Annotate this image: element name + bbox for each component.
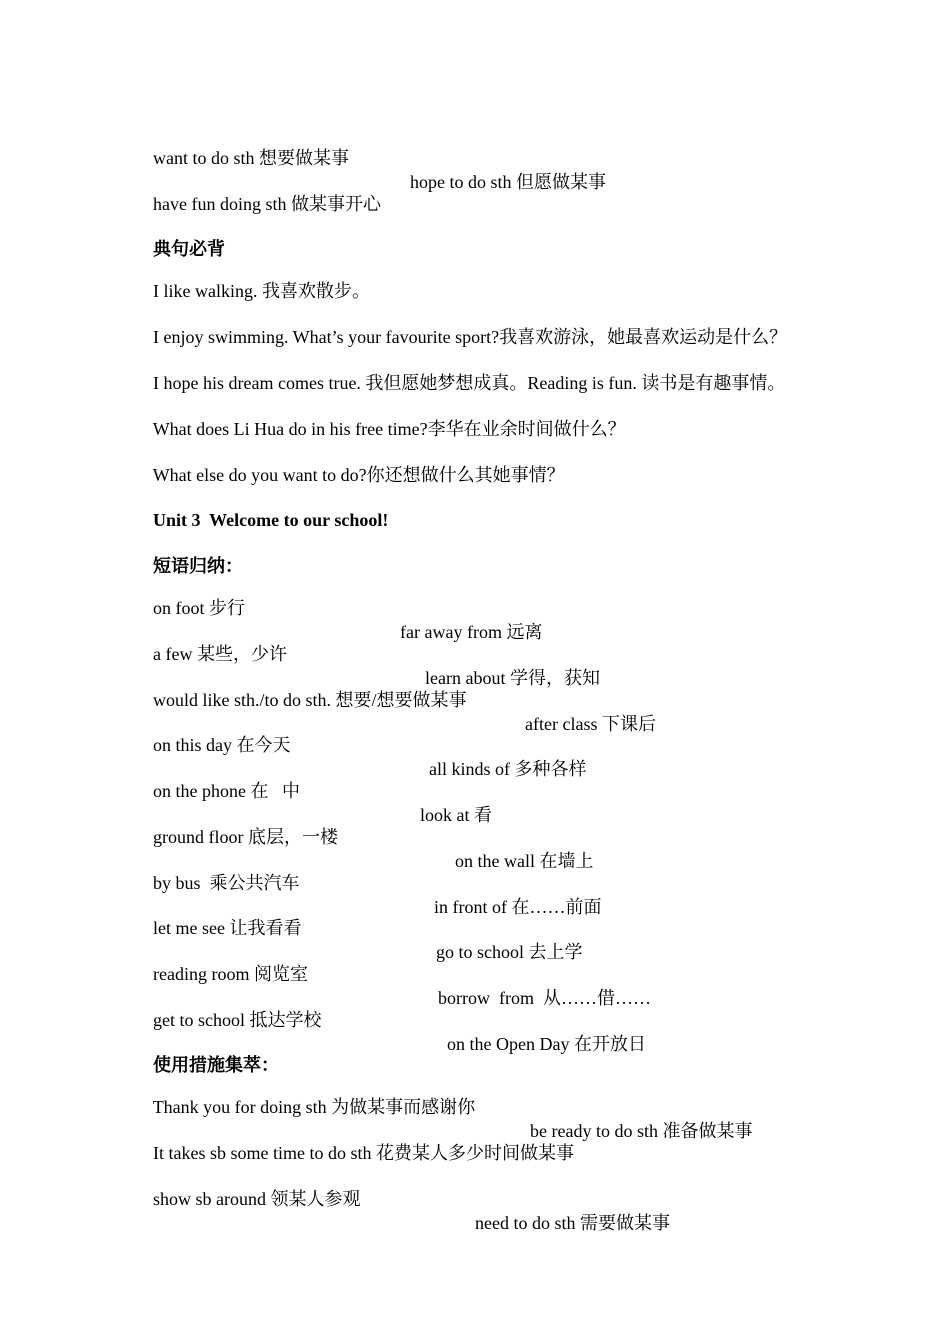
phrase-row: on the phone 在 中 look at 看 [153,781,492,825]
phrase: want to do sth 想要做某事 [153,148,349,168]
sentence-4: What does Li Hua do in his free time?李华在业余时间做什么？ [152,419,626,439]
phrase-row: let me see 让我看看 go to school 去上学 [153,918,583,962]
line-2 [144,168,381,216]
sentence-5: What else do you want to do?你还想做什么其她事情？ [152,465,565,485]
phrase-row: show sb around 领某人参观 need to do sth 需要做某事 [153,1189,670,1233]
phrase-row: would like sth./to do sth. 想要/想要做某事 after class 下课后 [153,690,656,734]
phrase-row: by bus 乘公共汽车 in front of 在……前面 [153,873,602,917]
phrase-row: reading room 阅览室 borrow from 从……借…… [153,964,651,1008]
phrase-row: a few 某些，少许 learn about 学得，获知 [153,644,600,688]
section-heading: 短语归纳： [153,556,243,576]
phrase-row: on foot 步行 far away from 远离 [153,598,543,642]
phrase-row: Thank you for doing sth 为做某事而感谢你 be ready to do sth 准备做某事 [152,1097,753,1141]
sentence-1: I like walking. 我喜欢散步。 [153,281,370,301]
section-heading: 使用措施集萃： [153,1055,279,1075]
phrase-row: on this day 在今天 all kinds of 多种各样 [153,735,587,779]
phrase-row: get to school 抵达学校 on the Open Day 在开放日 [153,1010,646,1054]
phrase-row: It takes sb some time to do sth 花费某人多少时间做某事 [153,1143,574,1163]
phrase: have fun doing sth 做某事开心 [153,194,381,214]
unit-heading: Unit 3 Welcome to our school! [153,510,389,530]
section-heading: 典句必背 [153,239,225,259]
sentence-3: I hope his dream comes true. 我但愿她梦想成真。Reading is fun. 读书是有趣事情。 [153,373,786,393]
sentence-2: I enjoy swimming. What’s your favourite sport?我喜欢游泳，她最喜欢运动是什么？ [153,327,788,347]
phrase: hope to do sth 但愿做某事 [410,172,606,192]
phrase-row: ground floor 底层，一楼 on the wall 在墙上 [153,827,594,871]
